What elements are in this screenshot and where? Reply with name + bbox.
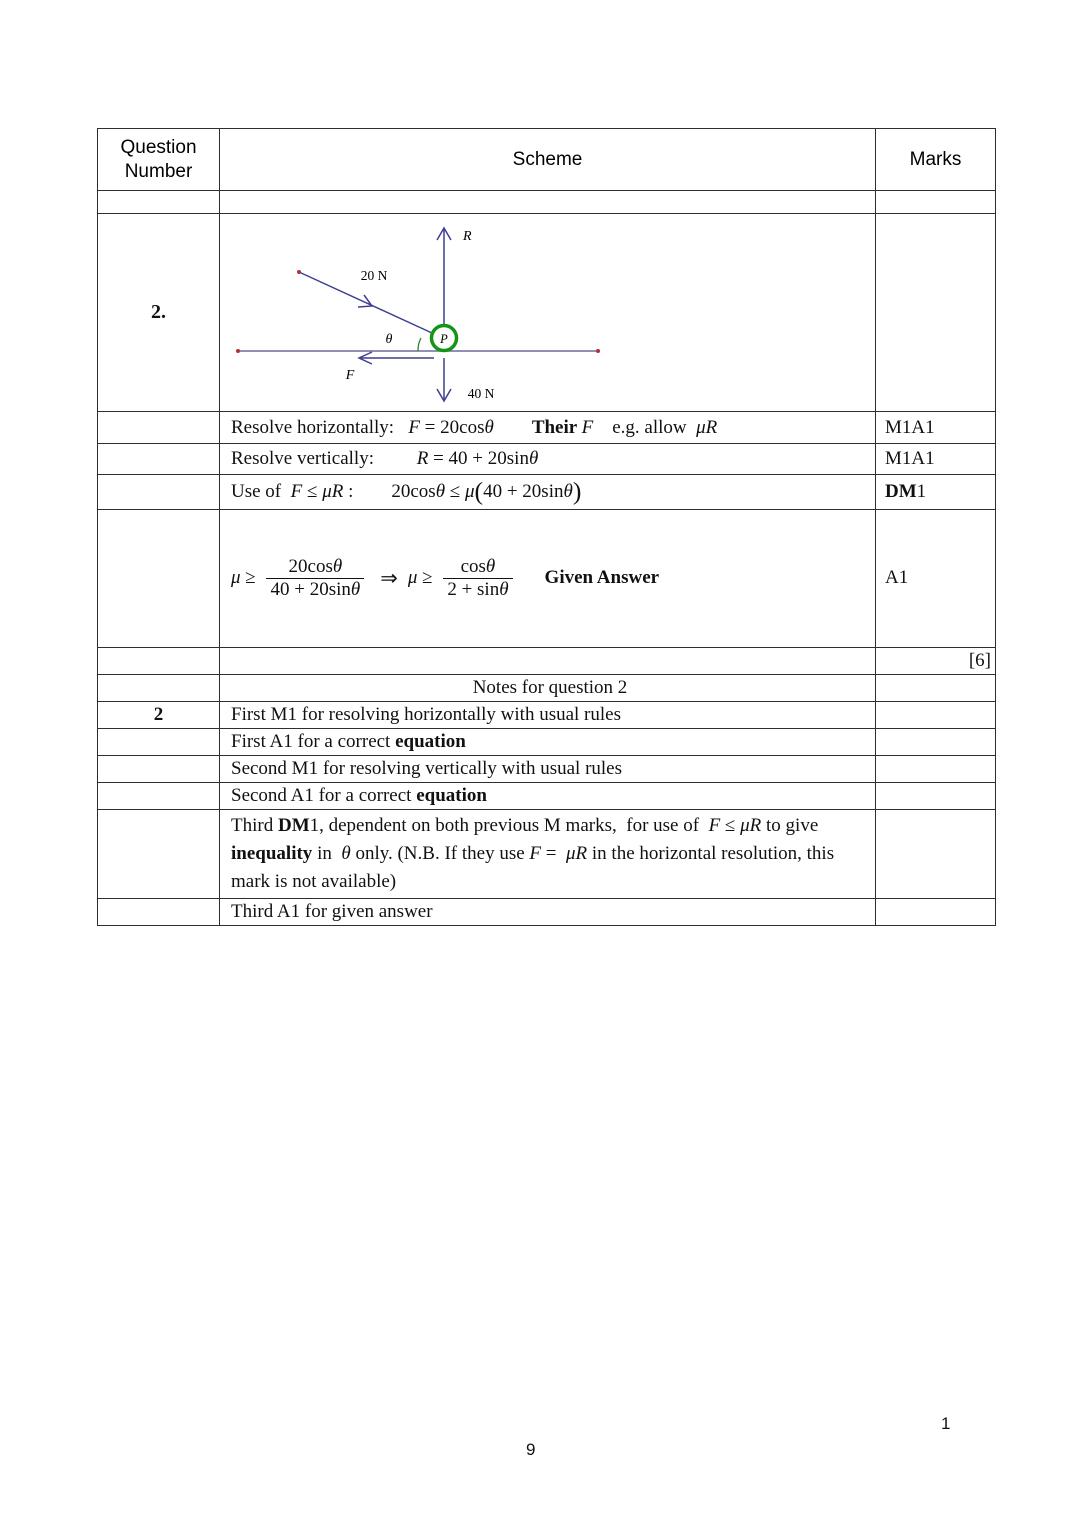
question-cell-empty — [98, 475, 220, 510]
mu-symbol: μ — [407, 567, 418, 589]
text-segment: 2 + sin — [447, 578, 500, 600]
text-segment: ) — [572, 476, 582, 506]
text-segment: μR — [740, 814, 762, 836]
text-segment: θ — [528, 448, 539, 469]
marks-cell-empty — [876, 755, 996, 782]
spacer-cell — [876, 191, 996, 214]
header-scheme: Scheme — [220, 129, 876, 191]
text-segment: F — [529, 842, 542, 864]
fraction-numerator — [285, 556, 347, 578]
question-number: 2. — [151, 301, 166, 323]
note-row-third-a1 — [98, 899, 996, 926]
header-marks: Marks — [876, 129, 996, 191]
angle-arc — [418, 338, 421, 351]
text-segment: θ — [332, 556, 343, 577]
given-answer-equation — [220, 556, 869, 601]
text-segment: = 40 + 20sin — [428, 448, 529, 469]
mark-m1a1-second: M1A1 — [876, 444, 996, 475]
label-F: F — [345, 368, 355, 383]
scheme-row-resolve-horizontal — [98, 412, 996, 444]
text-segment: to give — [761, 814, 824, 836]
text-segment: μR — [565, 842, 588, 864]
text-segment: : 20cos — [343, 481, 436, 502]
text-segment: μR — [696, 416, 718, 438]
total-marks: [6] — [876, 647, 996, 674]
mark-dm1 — [876, 475, 996, 510]
text-segment: θ — [350, 578, 361, 600]
question-cell-empty — [98, 809, 220, 898]
question-cell-empty — [98, 510, 220, 648]
text-segment — [494, 417, 532, 438]
fraction-numerator — [457, 556, 500, 578]
notes-title-row — [98, 674, 996, 701]
fraction-second — [443, 556, 512, 601]
text-segment: = — [541, 842, 566, 864]
text-segment: F — [708, 814, 721, 836]
text-segment: = 20cos — [419, 416, 485, 438]
force-diagram — [220, 214, 876, 412]
marks-cell-empty — [876, 701, 996, 728]
implies-arrow: ⇒ — [380, 565, 398, 590]
question-cell-empty — [98, 444, 220, 475]
note-text — [220, 899, 876, 926]
text-segment: F — [290, 481, 303, 502]
text-segment: e.g. allow — [593, 416, 697, 438]
spacer-row — [98, 191, 996, 214]
text-segment: 1, dependent on both previous M marks, for use of — [309, 814, 709, 836]
text-segment: in the horizontal resolution, this mark is not available) — [231, 842, 839, 892]
question-cell-empty — [98, 755, 220, 782]
question-cell-empty — [98, 782, 220, 809]
fraction-denominator — [443, 578, 512, 601]
scheme-row-given-answer — [98, 510, 996, 648]
text-segment: R — [416, 448, 429, 469]
marks-cell-empty — [876, 728, 996, 755]
ground-left-dot — [236, 349, 240, 353]
question-cell-empty — [98, 412, 220, 444]
text-segment: θ — [499, 578, 509, 600]
text-segment: equation — [416, 784, 487, 806]
text-segment: θ — [485, 556, 496, 577]
text-segment: inequality — [231, 842, 313, 864]
applied-force-end-dot — [297, 270, 301, 274]
force-diagram-cell — [220, 214, 876, 412]
text-segment: First A1 for a correct — [231, 730, 396, 752]
given-answer-label: Given Answer — [544, 567, 660, 589]
text-segment: Resolve horizontally: — [231, 416, 409, 438]
text-segment: ≤ — [445, 481, 465, 502]
text-segment: F — [581, 416, 594, 438]
text-segment: Use of — [231, 481, 291, 502]
mark-a1: A1 — [876, 510, 996, 648]
note-text — [220, 701, 876, 728]
scheme-row-resolve-vertical — [98, 444, 996, 475]
note-row-third-dm1 — [98, 809, 996, 898]
text-segment: in — [312, 842, 342, 864]
question-cell-empty — [98, 899, 220, 926]
marks-cell-empty — [876, 782, 996, 809]
mu-symbol: μ — [231, 567, 241, 589]
text-segment: 20cos — [288, 556, 333, 577]
label-P: P — [440, 332, 448, 346]
text-segment: ( — [474, 476, 484, 506]
text-segment: First M1 for resolving horizontally with usual rules — [231, 703, 621, 725]
spacer-cell — [98, 191, 220, 214]
text-segment: equation — [395, 730, 466, 752]
notes-question-number: 2 — [153, 703, 164, 725]
note-text — [220, 809, 876, 898]
text-segment: DM — [277, 814, 310, 836]
note-text — [220, 728, 876, 755]
question-cell-empty — [98, 674, 220, 701]
geq-symbol: ≥ — [240, 567, 261, 589]
text-segment: μR — [322, 481, 344, 502]
text-segment: μ — [464, 481, 475, 502]
label-20N: 20 N — [360, 268, 388, 283]
total-row — [98, 647, 996, 674]
geq-symbol: ≥ — [417, 567, 438, 589]
notes-question-number-cell — [98, 701, 220, 728]
text-segment: θ — [435, 481, 446, 502]
text-segment: 40 + 20sin — [270, 578, 351, 600]
text-segment: Third A1 for given answer — [231, 901, 433, 923]
text-segment: θ — [341, 842, 351, 864]
fraction-first — [266, 556, 364, 601]
text-segment: cos — [460, 556, 486, 577]
note-row-second-a1 — [98, 782, 996, 809]
marks-cell-empty — [876, 899, 996, 926]
label-theta: θ — [385, 332, 393, 347]
note-row-first-a1 — [98, 728, 996, 755]
text-segment: F — [408, 416, 420, 438]
note-row-first-m1 — [98, 701, 996, 728]
ground-right-dot — [596, 349, 600, 353]
mark-scheme-table — [97, 128, 996, 926]
text-segment: Third — [231, 814, 278, 836]
scheme-cell-empty — [220, 647, 876, 674]
marks-cell-empty — [876, 674, 996, 701]
note-text — [220, 755, 876, 782]
text-segment: θ — [563, 481, 573, 502]
note-text — [220, 782, 876, 809]
use-of-text — [220, 475, 876, 510]
marks-cell-empty — [876, 809, 996, 898]
label-R: R — [463, 229, 472, 244]
resolve-vertical-text — [220, 444, 876, 475]
question-cell-empty — [98, 728, 220, 755]
header-question-number: Question Number — [98, 129, 220, 191]
resolve-horizontal-text — [220, 412, 876, 444]
mark-m1a1-first: M1A1 — [876, 412, 996, 444]
fraction-denominator — [266, 578, 364, 601]
text-segment: θ — [484, 416, 494, 438]
spacer-cell — [220, 191, 876, 214]
text-segment: ≤ — [720, 814, 741, 836]
header-row — [98, 129, 996, 191]
page-number-center: 9 — [526, 1440, 536, 1459]
given-answer-cell — [220, 510, 876, 648]
scheme-row-use-of — [98, 475, 996, 510]
text-segment: Their — [531, 416, 582, 438]
text-segment: 40 + 20sin — [483, 481, 564, 502]
label-40N: 40 N — [467, 386, 495, 401]
marks-cell-empty — [876, 214, 996, 412]
text-segment: ≤ — [302, 481, 323, 502]
question-cell-empty — [98, 647, 220, 674]
notes-title: Notes for question 2 — [220, 674, 876, 701]
note-row-second-m1 — [98, 755, 996, 782]
text-segment: DM — [885, 481, 917, 502]
text-segment: Second M1 for resolving vertically with usual rules — [231, 757, 623, 779]
question-number-cell — [98, 214, 220, 412]
text-segment: Second A1 for a correct — [231, 784, 417, 806]
text-segment: only. (N.B. If they use — [350, 842, 530, 864]
text-segment: Resolve vertically: — [231, 448, 417, 469]
diagram-row — [98, 214, 996, 412]
text-segment: 1 — [916, 481, 927, 502]
page-number-corner: 1 — [941, 1414, 951, 1433]
